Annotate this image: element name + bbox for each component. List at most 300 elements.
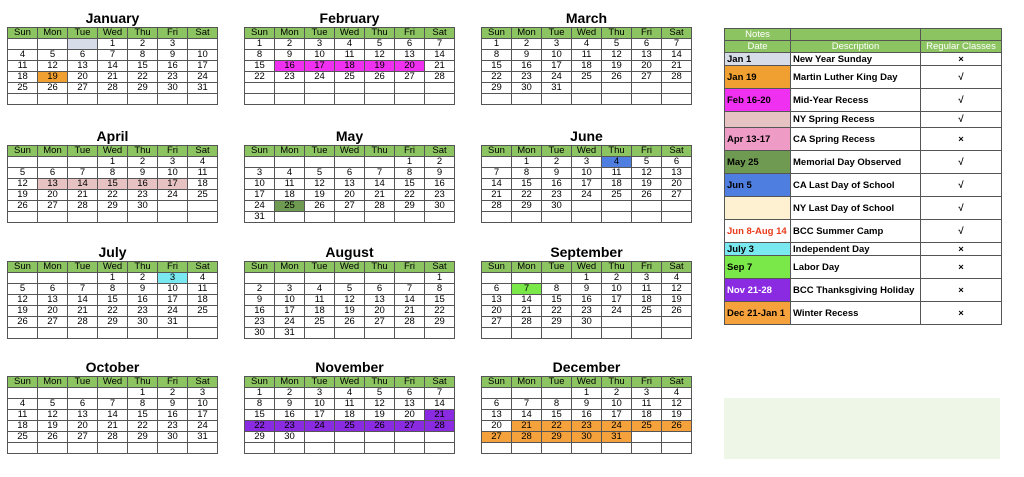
day-cell: 4	[662, 273, 692, 284]
day-cell	[275, 157, 305, 168]
day-cell: 14	[482, 179, 512, 190]
day-cell: 23	[275, 421, 305, 432]
day-cell: 25	[8, 83, 38, 94]
day-cell: 12	[632, 168, 662, 179]
weekday-header: Tue	[68, 28, 98, 39]
day-cell	[395, 432, 425, 443]
weekday-header: Fri	[158, 377, 188, 388]
weekday-header: Thu	[365, 262, 395, 273]
day-cell: 19	[8, 306, 38, 317]
day-cell	[305, 328, 335, 339]
day-cell: 22	[395, 190, 425, 201]
day-cell: 20	[68, 421, 98, 432]
weekday-header: Fri	[632, 377, 662, 388]
legend-regular-classes: ×	[921, 256, 1002, 279]
day-cell: 6	[68, 50, 98, 61]
day-cell: 3	[158, 273, 188, 284]
legend-panel	[724, 28, 1001, 325]
day-cell	[8, 212, 38, 223]
legend-date: Apr 13-17	[725, 128, 791, 151]
day-cell: 19	[602, 61, 632, 72]
day-cell: 31	[188, 83, 218, 94]
week-row	[245, 273, 455, 284]
day-cell	[512, 388, 542, 399]
day-cell	[425, 443, 455, 454]
weekday-header: Fri	[632, 262, 662, 273]
legend-date: Nov 21-28	[725, 279, 791, 302]
weekday-header: Fri	[158, 146, 188, 157]
day-cell: 22	[128, 421, 158, 432]
legend-description: Memorial Day Observed	[791, 151, 921, 174]
month-march	[481, 9, 692, 105]
day-cell	[662, 94, 692, 105]
day-cell	[68, 273, 98, 284]
day-cell: 22	[98, 190, 128, 201]
day-cell: 19	[305, 190, 335, 201]
day-cell: 21	[98, 421, 128, 432]
day-cell: 25	[8, 432, 38, 443]
day-cell: 11	[572, 50, 602, 61]
legend-header-row	[725, 41, 1002, 53]
day-cell: 15	[98, 179, 128, 190]
day-cell: 3	[572, 157, 602, 168]
day-cell: 1	[128, 388, 158, 399]
day-cell	[158, 201, 188, 212]
day-cell	[662, 432, 692, 443]
week-row	[8, 50, 218, 61]
day-cell	[365, 212, 395, 223]
day-cell	[245, 94, 275, 105]
day-cell: 24	[542, 72, 572, 83]
day-cell: 22	[245, 72, 275, 83]
day-cell: 17	[275, 306, 305, 317]
week-row	[8, 410, 218, 421]
day-cell: 30	[572, 432, 602, 443]
day-cell: 21	[425, 61, 455, 72]
day-cell: 19	[335, 306, 365, 317]
day-cell: 14	[512, 410, 542, 421]
day-cell	[245, 83, 275, 94]
day-cell: 19	[662, 410, 692, 421]
week-row	[8, 443, 218, 454]
day-cell: 29	[395, 201, 425, 212]
day-cell: 3	[632, 388, 662, 399]
day-cell	[38, 273, 68, 284]
weekday-header: Wed	[98, 28, 128, 39]
day-cell: 10	[188, 399, 218, 410]
day-cell: 15	[98, 295, 128, 306]
day-cell: 15	[128, 61, 158, 72]
day-cell: 4	[188, 273, 218, 284]
day-cell	[335, 157, 365, 168]
day-cell	[542, 328, 572, 339]
legend-description: Independent Day	[791, 243, 921, 256]
day-cell: 18	[572, 61, 602, 72]
day-cell: 30	[425, 201, 455, 212]
day-cell	[38, 157, 68, 168]
day-cell: 5	[602, 39, 632, 50]
week-row	[482, 388, 692, 399]
month-table	[481, 261, 692, 339]
day-cell: 25	[632, 306, 662, 317]
week-row	[245, 317, 455, 328]
day-cell: 1	[98, 39, 128, 50]
day-cell	[68, 212, 98, 223]
legend-row	[725, 151, 1002, 174]
day-cell	[335, 443, 365, 454]
day-cell: 29	[98, 201, 128, 212]
day-cell: 15	[425, 295, 455, 306]
day-cell	[395, 328, 425, 339]
day-cell: 21	[68, 306, 98, 317]
day-cell	[305, 94, 335, 105]
day-cell: 18	[188, 179, 218, 190]
day-cell: 14	[98, 61, 128, 72]
day-cell: 8	[128, 50, 158, 61]
week-row	[245, 388, 455, 399]
month-table	[7, 376, 218, 454]
legend-notes-row	[725, 29, 1002, 41]
weekday-header: Sun	[482, 377, 512, 388]
day-cell	[602, 212, 632, 223]
week-row	[8, 432, 218, 443]
week-row	[8, 295, 218, 306]
day-cell: 6	[68, 399, 98, 410]
weekday-header: Wed	[98, 377, 128, 388]
day-cell: 10	[275, 295, 305, 306]
legend-row	[725, 128, 1002, 151]
month-table	[481, 376, 692, 454]
day-cell: 18	[335, 61, 365, 72]
day-cell: 2	[425, 157, 455, 168]
day-cell: 21	[98, 72, 128, 83]
week-row	[245, 284, 455, 295]
day-cell	[158, 443, 188, 454]
day-cell: 28	[68, 317, 98, 328]
day-cell: 21	[512, 421, 542, 432]
weekday-header: Thu	[602, 146, 632, 157]
month-october	[7, 358, 218, 454]
day-cell: 18	[335, 410, 365, 421]
day-cell: 3	[305, 388, 335, 399]
day-cell: 17	[158, 179, 188, 190]
day-cell: 8	[482, 50, 512, 61]
week-row	[245, 72, 455, 83]
day-cell	[245, 273, 275, 284]
legend-date: Feb 16-20	[725, 89, 791, 112]
day-cell: 7	[662, 39, 692, 50]
weekday-header: Tue	[305, 146, 335, 157]
weekday-header: Tue	[68, 262, 98, 273]
day-cell	[632, 94, 662, 105]
day-cell: 30	[542, 201, 572, 212]
day-cell: 30	[158, 83, 188, 94]
weekday-header: Thu	[128, 146, 158, 157]
day-cell	[8, 157, 38, 168]
day-cell: 29	[542, 432, 572, 443]
day-cell: 25	[602, 190, 632, 201]
day-cell: 8	[542, 399, 572, 410]
day-cell: 2	[542, 157, 572, 168]
month-table	[244, 376, 455, 454]
day-cell: 8	[425, 284, 455, 295]
week-row	[8, 399, 218, 410]
day-cell	[425, 212, 455, 223]
day-cell: 16	[158, 61, 188, 72]
day-cell	[395, 273, 425, 284]
week-row	[482, 443, 692, 454]
weekday-header: Sun	[8, 28, 38, 39]
day-cell	[305, 443, 335, 454]
month-title: February	[319, 10, 380, 26]
legend-description: CA Last Day of School	[791, 174, 921, 197]
day-cell: 14	[68, 179, 98, 190]
week-row	[482, 317, 692, 328]
day-cell: 21	[482, 190, 512, 201]
day-cell: 4	[335, 388, 365, 399]
week-row	[245, 61, 455, 72]
day-cell	[425, 432, 455, 443]
weekday-header: Wed	[572, 146, 602, 157]
day-cell: 16	[275, 61, 305, 72]
day-cell: 20	[395, 410, 425, 421]
day-cell: 11	[632, 399, 662, 410]
day-cell: 1	[482, 39, 512, 50]
day-cell: 7	[98, 399, 128, 410]
week-row	[8, 273, 218, 284]
day-cell: 14	[98, 410, 128, 421]
day-cell: 4	[335, 39, 365, 50]
day-cell: 28	[395, 317, 425, 328]
day-cell: 9	[275, 50, 305, 61]
day-cell: 16	[425, 179, 455, 190]
month-title: April	[96, 128, 129, 144]
day-cell: 5	[38, 399, 68, 410]
day-cell: 7	[425, 388, 455, 399]
day-cell: 8	[245, 50, 275, 61]
legend-description: BCC Thanksgiving Holiday	[791, 279, 921, 302]
day-cell: 19	[365, 61, 395, 72]
day-cell	[245, 157, 275, 168]
day-cell: 25	[188, 306, 218, 317]
weekday-header: Thu	[365, 146, 395, 157]
week-row	[245, 306, 455, 317]
weekday-header: Wed	[572, 28, 602, 39]
day-cell	[38, 94, 68, 105]
day-cell: 19	[8, 190, 38, 201]
day-cell	[632, 212, 662, 223]
day-cell	[395, 212, 425, 223]
day-cell: 3	[158, 39, 188, 50]
day-cell	[512, 328, 542, 339]
weekday-header: Sun	[245, 28, 275, 39]
weekday-header: Mon	[512, 28, 542, 39]
day-cell: 10	[305, 50, 335, 61]
day-cell: 13	[482, 410, 512, 421]
day-cell	[305, 83, 335, 94]
day-cell	[632, 443, 662, 454]
week-row	[8, 168, 218, 179]
week-row	[245, 179, 455, 190]
week-row	[8, 94, 218, 105]
weekday-header: Fri	[632, 28, 662, 39]
day-cell	[602, 94, 632, 105]
day-cell: 12	[335, 295, 365, 306]
day-cell: 30	[158, 432, 188, 443]
day-cell: 23	[572, 306, 602, 317]
day-cell: 25	[275, 201, 305, 212]
day-cell: 2	[128, 39, 158, 50]
legend-regular-classes: ×	[921, 243, 1002, 256]
day-cell	[335, 328, 365, 339]
legend-row	[725, 220, 1002, 243]
weekday-header: Tue	[542, 28, 572, 39]
week-row	[245, 443, 455, 454]
day-cell: 20	[395, 61, 425, 72]
day-cell: 24	[602, 421, 632, 432]
day-cell: 22	[542, 306, 572, 317]
day-cell: 15	[482, 61, 512, 72]
day-cell: 10	[305, 399, 335, 410]
day-cell: 28	[68, 201, 98, 212]
day-cell	[512, 94, 542, 105]
day-cell: 1	[572, 273, 602, 284]
day-cell: 27	[38, 201, 68, 212]
day-cell	[128, 328, 158, 339]
notes-label: Notes	[725, 29, 791, 41]
weekday-header: Sun	[245, 146, 275, 157]
day-cell: 11	[188, 168, 218, 179]
week-row	[8, 83, 218, 94]
weekday-header: Tue	[305, 377, 335, 388]
day-cell	[662, 328, 692, 339]
day-cell: 16	[245, 306, 275, 317]
day-cell	[482, 212, 512, 223]
day-cell	[188, 201, 218, 212]
week-row	[245, 94, 455, 105]
day-cell: 7	[482, 168, 512, 179]
week-row	[482, 399, 692, 410]
legend-date: July 3	[725, 243, 791, 256]
day-cell: 5	[365, 388, 395, 399]
day-cell	[188, 39, 218, 50]
month-title: July	[98, 244, 127, 260]
week-row	[482, 50, 692, 61]
day-cell: 16	[275, 410, 305, 421]
weekday-header: Wed	[572, 377, 602, 388]
week-row	[482, 295, 692, 306]
legend-description: Martin Luther King Day	[791, 66, 921, 89]
day-cell: 4	[8, 399, 38, 410]
day-cell: 2	[275, 39, 305, 50]
day-cell: 16	[128, 295, 158, 306]
day-cell: 6	[482, 284, 512, 295]
day-cell: 9	[128, 168, 158, 179]
week-row	[8, 201, 218, 212]
day-cell	[662, 317, 692, 328]
day-cell: 10	[158, 168, 188, 179]
day-cell: 31	[275, 328, 305, 339]
legend-row	[725, 89, 1002, 112]
day-cell: 14	[68, 295, 98, 306]
day-cell: 27	[395, 421, 425, 432]
day-cell	[158, 212, 188, 223]
day-cell: 23	[128, 306, 158, 317]
day-cell: 8	[98, 168, 128, 179]
day-cell	[38, 212, 68, 223]
day-cell: 24	[305, 72, 335, 83]
day-cell: 28	[365, 201, 395, 212]
day-cell: 18	[305, 306, 335, 317]
day-cell	[512, 443, 542, 454]
day-cell	[662, 83, 692, 94]
day-cell: 21	[365, 190, 395, 201]
day-cell: 2	[275, 388, 305, 399]
weekday-header: Sat	[188, 28, 218, 39]
weekday-header: Thu	[602, 28, 632, 39]
day-cell: 3	[542, 39, 572, 50]
day-cell: 21	[512, 306, 542, 317]
weekday-header: Fri	[158, 28, 188, 39]
day-cell: 1	[572, 388, 602, 399]
day-cell: 20	[482, 421, 512, 432]
day-cell: 1	[98, 273, 128, 284]
day-cell	[68, 39, 98, 50]
week-row	[482, 432, 692, 443]
weekday-header: Sun	[482, 146, 512, 157]
day-cell	[98, 388, 128, 399]
weekday-header: Thu	[602, 377, 632, 388]
day-cell	[425, 83, 455, 94]
day-cell: 2	[245, 284, 275, 295]
week-row	[482, 190, 692, 201]
day-cell: 28	[425, 72, 455, 83]
day-cell: 9	[572, 284, 602, 295]
weekday-header: Sat	[188, 146, 218, 157]
day-cell: 17	[572, 179, 602, 190]
day-cell	[275, 212, 305, 223]
month-table	[244, 261, 455, 339]
day-cell: 13	[662, 168, 692, 179]
day-cell	[98, 212, 128, 223]
legend-regular-classes: √	[921, 151, 1002, 174]
legend-regular-classes: √	[921, 112, 1002, 128]
day-cell: 17	[602, 295, 632, 306]
day-cell: 5	[8, 284, 38, 295]
day-cell	[365, 328, 395, 339]
weekday-header: Sun	[482, 262, 512, 273]
day-cell: 17	[245, 190, 275, 201]
day-cell: 30	[128, 201, 158, 212]
day-cell: 28	[512, 432, 542, 443]
day-cell: 22	[542, 421, 572, 432]
day-cell: 6	[38, 168, 68, 179]
day-cell	[128, 94, 158, 105]
day-cell: 13	[38, 179, 68, 190]
day-cell: 1	[395, 157, 425, 168]
day-cell: 6	[335, 168, 365, 179]
day-cell: 13	[38, 295, 68, 306]
day-cell: 24	[158, 306, 188, 317]
day-cell: 27	[482, 432, 512, 443]
day-cell: 31	[245, 212, 275, 223]
day-cell: 3	[632, 273, 662, 284]
day-cell: 13	[68, 61, 98, 72]
weekday-header: Sat	[188, 377, 218, 388]
day-cell	[482, 94, 512, 105]
legend-regular-classes: √	[921, 197, 1002, 220]
legend-description: CA Spring Recess	[791, 128, 921, 151]
